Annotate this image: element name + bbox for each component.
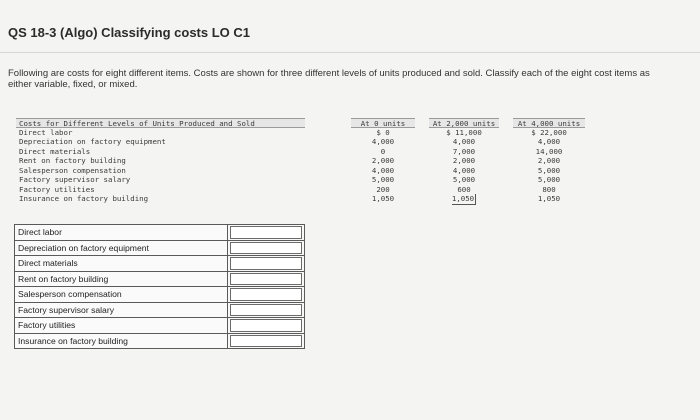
- cost-value: $ 0: [376, 127, 390, 137]
- classification-select-cell[interactable]: [228, 333, 305, 349]
- cost-value: 1,050: [371, 194, 395, 203]
- cost-value: 14,000: [535, 146, 563, 156]
- table-row: [15, 225, 305, 241]
- cost-item-label: Salesperson compensation: [19, 165, 126, 175]
- table-row: [16, 166, 590, 176]
- answer-item-label: Depreciation on factory equipment: [15, 240, 228, 256]
- classification-select[interactable]: [230, 335, 302, 348]
- cost-value: 5,000: [537, 175, 561, 184]
- answer-item-label: Factory supervisor salary: [15, 302, 228, 318]
- instructions-text: Following are costs for eight different items. Costs are shown for three different levels of units produced and sold. Classify each of the eight cost items as either variable, fixed, or mixed.: [8, 68, 650, 90]
- cost-item-label: Factory utilities: [19, 184, 95, 194]
- table-row: [15, 240, 305, 256]
- table-row: [16, 128, 590, 138]
- page-title: QS 18-3 (Algo) Classifying costs LO C1: [8, 25, 250, 40]
- classification-select-cell[interactable]: [228, 225, 305, 241]
- cost-value: 4,000: [371, 165, 395, 175]
- divider: [0, 52, 700, 53]
- table-row: [15, 302, 305, 318]
- header-col-2000-units: At 2,000 units: [429, 118, 499, 128]
- cost-value-cell: [429, 194, 499, 204]
- answer-item-label: Direct materials: [15, 256, 228, 272]
- cost-item-label: Insurance on factory building: [19, 194, 149, 203]
- table-row: [16, 137, 590, 147]
- cost-value: 2,000: [371, 156, 395, 165]
- answer-item-label: Salesperson compensation: [15, 287, 228, 303]
- cost-table-header: [16, 118, 590, 128]
- cost-value: 600: [457, 184, 471, 194]
- cost-item-label: Rent on factory building: [19, 156, 126, 165]
- cost-item-label: Depreciation on factory equipment: [19, 137, 166, 146]
- classification-select[interactable]: [230, 288, 302, 301]
- cost-value: 800: [542, 184, 556, 194]
- classification-select[interactable]: [230, 242, 302, 255]
- table-row: [15, 318, 305, 334]
- cost-value: $ 22,000: [531, 127, 567, 137]
- cost-value: 7,000: [452, 146, 476, 156]
- table-row: [16, 185, 590, 195]
- answer-item-label: Insurance on factory building: [15, 333, 228, 349]
- cost-value: 0: [380, 146, 386, 156]
- answer-item-label: Direct labor: [15, 225, 228, 241]
- answer-item-label: Factory utilities: [15, 318, 228, 334]
- cost-item-label: Direct labor: [19, 127, 73, 137]
- table-row: [15, 287, 305, 303]
- table-row: [16, 175, 590, 185]
- header-col-0-units: At 0 units: [351, 118, 415, 128]
- cost-value: 200: [376, 184, 390, 194]
- classification-select[interactable]: [230, 273, 302, 286]
- classification-select[interactable]: [230, 319, 302, 332]
- cost-value: 1,050: [451, 194, 475, 203]
- cost-value: 4,000: [452, 165, 476, 175]
- cost-value: 4,000: [452, 137, 476, 146]
- cost-value: 4,000: [537, 137, 561, 146]
- classification-select[interactable]: [230, 257, 302, 270]
- classification-select-cell[interactable]: [228, 318, 305, 334]
- cost-item-label: Direct materials: [19, 146, 91, 156]
- classification-select[interactable]: [230, 304, 302, 317]
- classification-select[interactable]: [230, 226, 302, 239]
- table-row: [15, 271, 305, 287]
- classification-select-cell[interactable]: [228, 256, 305, 272]
- cost-value: $ 11,000: [446, 127, 482, 137]
- classification-select-cell[interactable]: [228, 271, 305, 287]
- classification-answer-table: [14, 224, 305, 349]
- table-row: [15, 256, 305, 272]
- classification-select-cell[interactable]: [228, 302, 305, 318]
- answer-item-label: Rent on factory building: [15, 271, 228, 287]
- header-label: Costs for Different Levels of Units Produced and Sold: [16, 118, 305, 128]
- table-row: [15, 333, 305, 349]
- cost-item-label: Factory supervisor salary: [19, 175, 131, 184]
- table-row: [16, 147, 590, 157]
- cost-data-table: [16, 118, 590, 204]
- cost-value: 5,000: [537, 165, 561, 175]
- cost-value: 1,050: [537, 194, 561, 203]
- table-row: [16, 156, 590, 166]
- cost-value: 2,000: [452, 156, 476, 165]
- cost-value: 5,000: [452, 175, 476, 184]
- cost-value: 2,000: [537, 156, 561, 165]
- classification-select-cell[interactable]: [228, 287, 305, 303]
- table-row: [16, 194, 590, 204]
- cost-value: 5,000: [371, 175, 395, 184]
- header-col-4000-units: At 4,000 units: [513, 118, 585, 128]
- classification-select-cell[interactable]: [228, 240, 305, 256]
- cost-value: 4,000: [371, 137, 395, 146]
